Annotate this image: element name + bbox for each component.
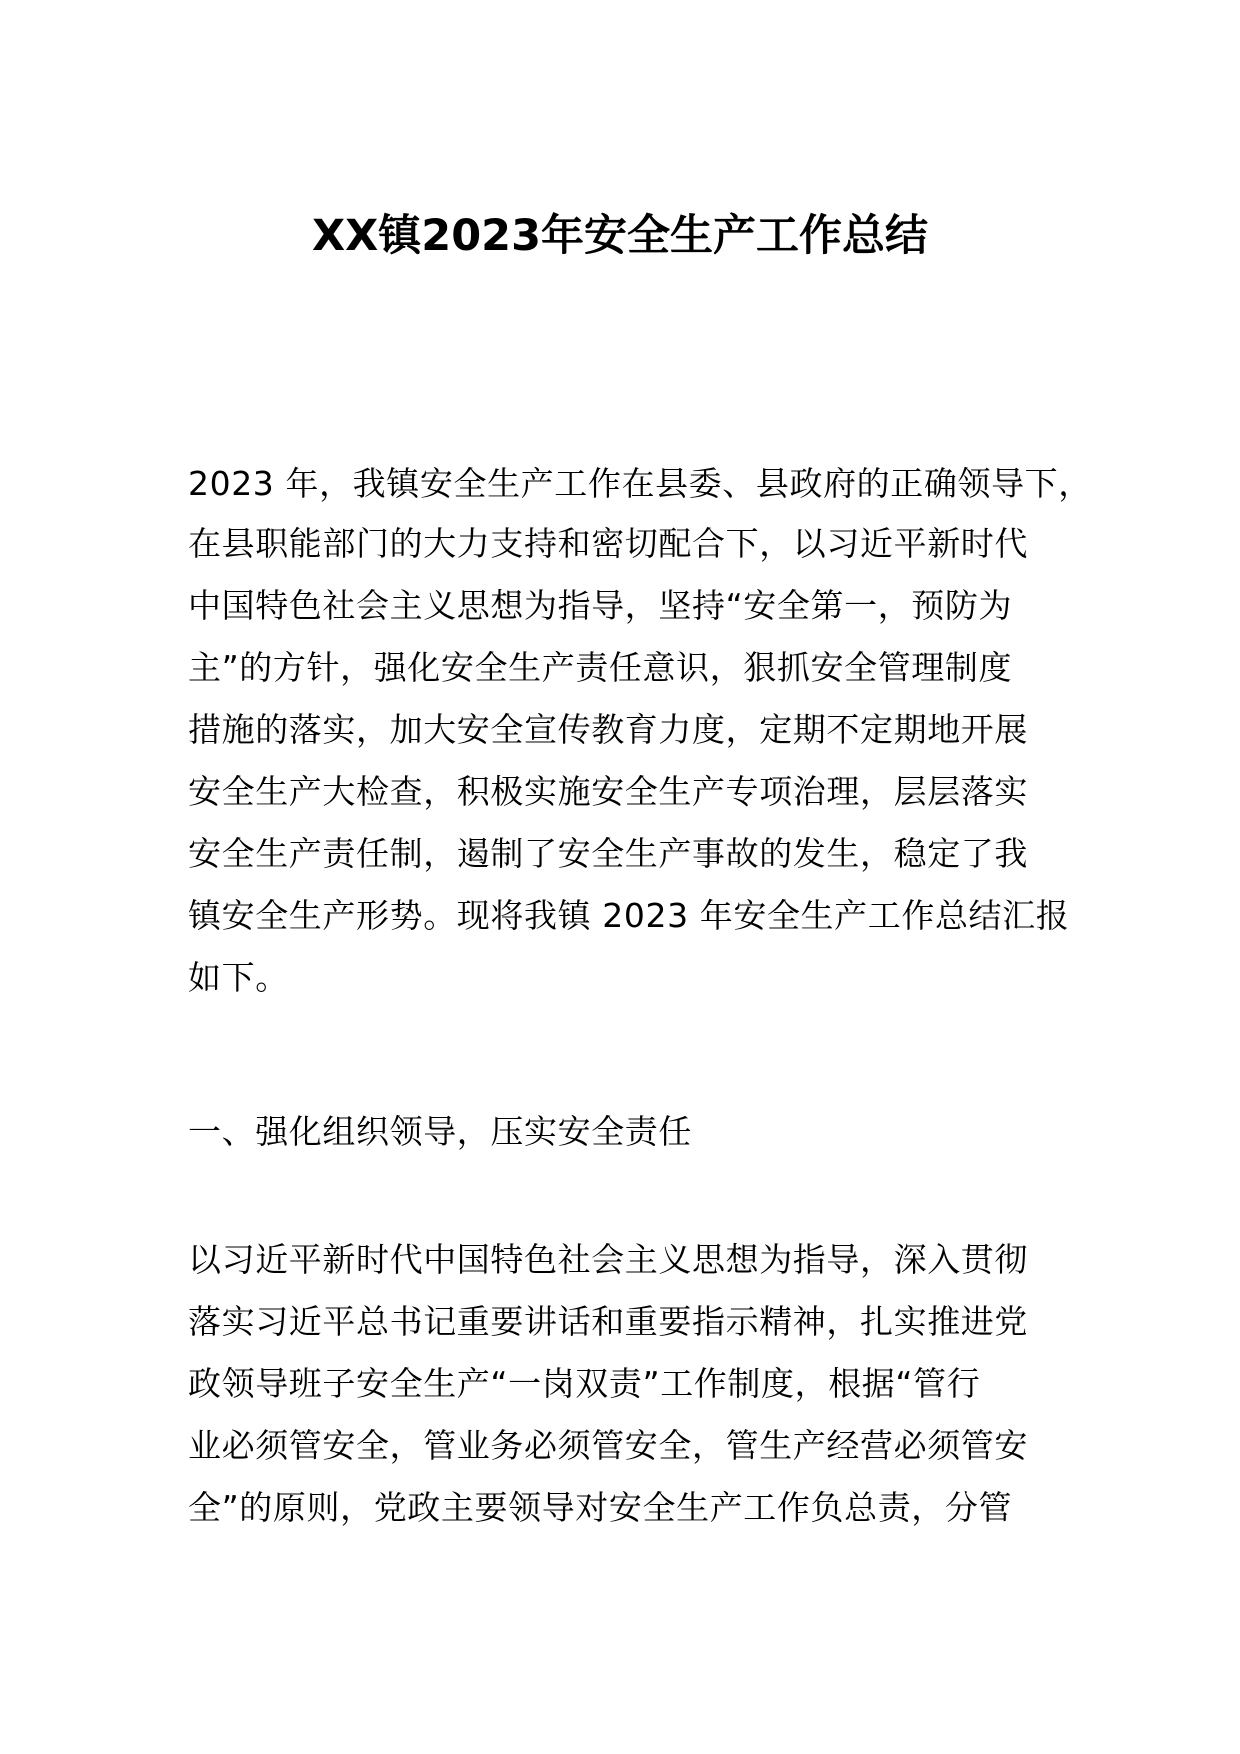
paragraph-1-line-7: 安全生产责任制，遏制了安全生产事故的发生，稳定了我 — [188, 834, 1028, 873]
paragraph-1-line-1: 2023 年，我镇安全生产工作在县委、县政府的正确领导下， — [188, 464, 1092, 503]
paragraph-1-line-5: 措施的落实，加大安全宣传教育力度，定期不定期地开展 — [188, 710, 1028, 749]
paragraph-2-line-1: 以习近平新时代中国特色社会主义思想为指导，深入贯彻 — [188, 1240, 1028, 1279]
paragraph-1-line-2: 在县职能部门的大力支持和密切配合下，以习近平新时代 — [188, 524, 1028, 563]
paragraph-2-line-5: 全”的原则，党政主要领导对安全生产工作负总责，分管 — [188, 1488, 1013, 1527]
paragraph-1-line-6: 安全生产大检查，积极实施安全生产专项治理，层层落实 — [188, 772, 1028, 811]
section-heading-1: 一、强化组织领导，压实安全责任 — [188, 1112, 692, 1151]
document-title: XX镇2023年安全生产工作总结 — [312, 211, 928, 261]
paragraph-1-line-8: 镇安全生产形势。现将我镇 2023 年安全生产工作总结汇报 — [188, 896, 1070, 935]
paragraph-2-line-3: 政领导班子安全生产“一岗双责”工作制度，根据“管行 — [188, 1364, 981, 1403]
paragraph-1-line-4: 主”的方针，强化安全生产责任意识，狠抓安全管理制度 — [188, 648, 1013, 687]
paragraph-2-line-4: 业必须管安全，管业务必须管安全，管生产经营必须管安 — [188, 1426, 1028, 1465]
paragraph-1-line-3: 中国特色社会主义思想为指导，坚持“安全第一，预防为 — [188, 586, 1013, 625]
paragraph-2-line-2: 落实习近平总书记重要讲话和重要指示精神，扎实推进党 — [188, 1302, 1028, 1341]
paragraph-1-line-9: 如下。 — [188, 958, 289, 997]
